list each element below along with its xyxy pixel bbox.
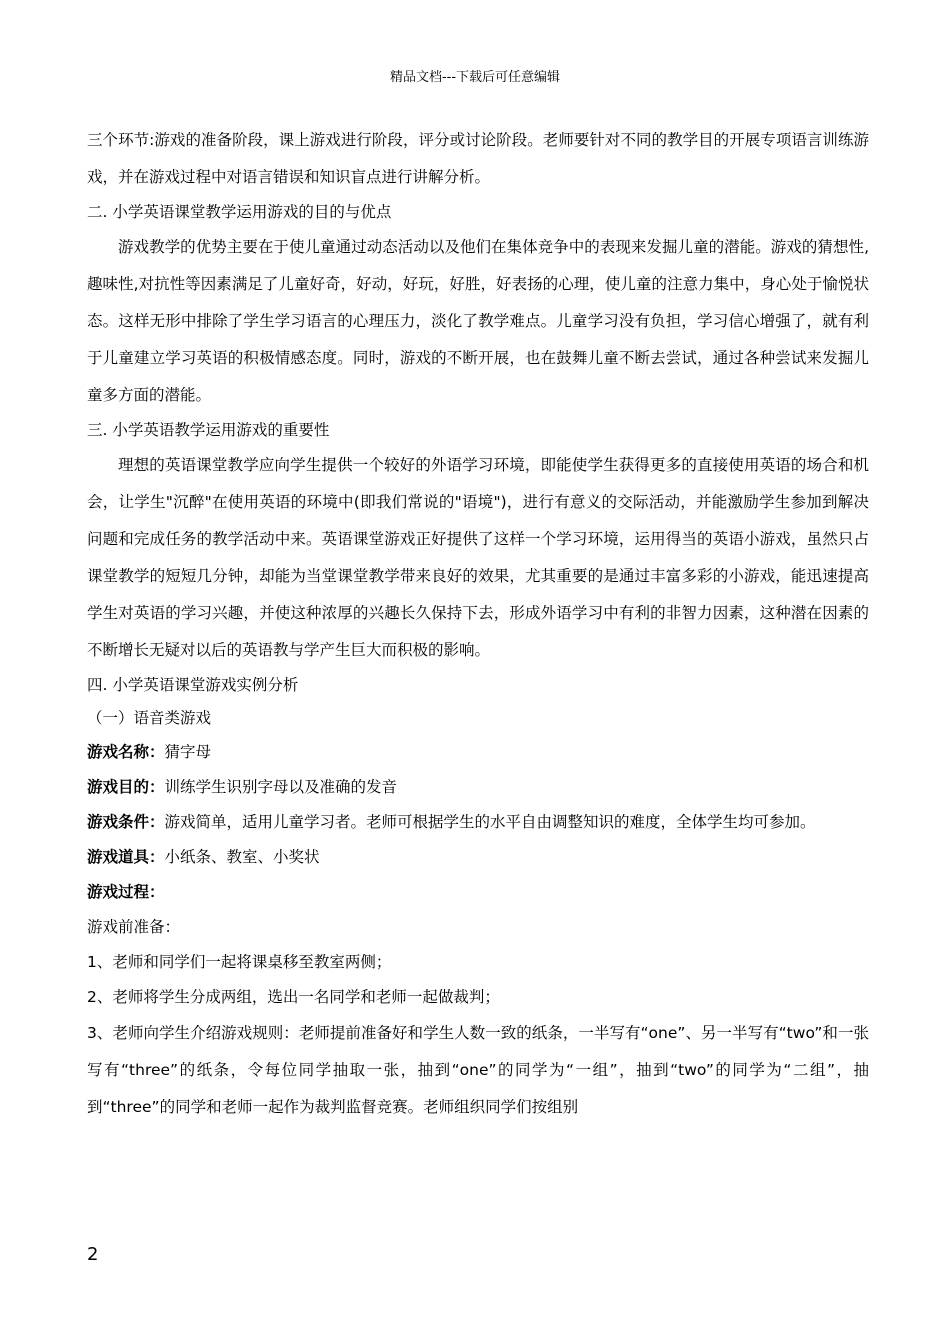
game-props-label: 游戏道具： [87,848,165,866]
game-props-row [87,840,869,875]
game-name-row [87,735,869,770]
game-condition-value: 游戏简单，适用儿童学习者。老师可根据学生的水平自由调整知识的难度，全体学生均可参加。 [164,813,816,831]
paragraph-importance: 理想的英语课堂教学应向学生提供一个较好的外语学习环境，即能使学生获得更多的直接使用英语的场合和机会，让学生"沉醉"在使用英语的环境中(即我们常说的"语境")，进行有意义的交际活动，并能激励学生参加到解决问题和完成任务的教学活动中来。英语课堂游戏正好提供了这样一个学习环境，运用得当的英语小游戏，虽然只占课堂教学的短短几分钟，却能为当堂课堂教学带来良好的效果，尤其重要的是通过丰富多彩的小游戏，能迅速提高学生对英语的学习兴趣，并使这种浓厚的兴趣长久保持下去，形成外语学习中有利的非智力因素，这种潜在因素的不断增长无疑对以后的英语教与学产生巨大而积极的影响。 [87,456,869,659]
section-heading-3: 三. 小学英语教学运用游戏的重要性 [87,421,330,439]
game-props-value: 小纸条、教室、小奖状 [164,848,320,866]
preparation-label: 游戏前准备： [87,918,181,936]
page-number: 2 [87,1244,99,1265]
section-heading-4: 四. 小学英语课堂游戏实例分析 [87,676,299,694]
game-goal-label: 游戏目的： [87,778,165,796]
subsection-heading: （一）语音类游戏 [87,709,212,727]
page-header: 精品文档---下载后可任意编辑 [389,70,561,85]
game-goal-value: 训练学生识别字母以及准确的发音 [164,778,398,796]
step-3: 3、老师向学生介绍游戏规则：老师提前准备好和学生人数一致的纸条，一半写有“one”、另一半写有“two”和一张写有“three”的纸条，令每位同学抽取一张，抽到“one”的同学为“一组”，抽到“two”的同学为“二组”，抽到“three”的同学和老师一起作为裁判监督竞赛。老师组织同学们按组别 [87,1024,869,1116]
game-name-value: 猜字母 [164,743,212,761]
section-heading-2: 二. 小学英语课堂教学运用游戏的目的与优点 [87,203,392,221]
game-condition-row [87,805,869,840]
paragraph-intro: 三个环节:游戏的准备阶段，课上游戏进行阶段，评分或讨论阶段。老师要针对不同的教学目的开展专项语言训练游戏，并在游戏过程中对语言错误和知识盲点进行讲解分析。 [87,131,869,186]
step-1: 1、老师和同学们一起将课桌移至教室两侧； [87,953,392,971]
step-2: 2、老师将学生分成两组，选出一名同学和老师一起做裁判； [87,988,500,1006]
game-condition-label: 游戏条件： [87,813,165,831]
game-name-label: 游戏名称： [87,743,165,761]
paragraph-advantages: 游戏教学的优势主要在于使儿童通过动态活动以及他们在集体竞争中的表现来发掘儿童的潜能。游戏的猜想性,趣味性,对抗性等因素满足了儿童好奇，好动，好玩，好胜，好表扬的心理，使儿童的注意力集中，身心处于愉悦状态。这样无形中排除了学生学习语言的心理压力，淡化了教学难点。儿童学习没有负担，学习信心增强了，就有利于儿童建立学习英语的积极情感态度。同时，游戏的不断开展，也在鼓舞儿童不断去尝试，通过各种尝试来发掘儿童多方面的潜能。 [87,238,869,404]
document-body [87,122,869,1126]
game-process-label: 游戏过程： [87,883,165,901]
game-goal-row [87,770,869,805]
